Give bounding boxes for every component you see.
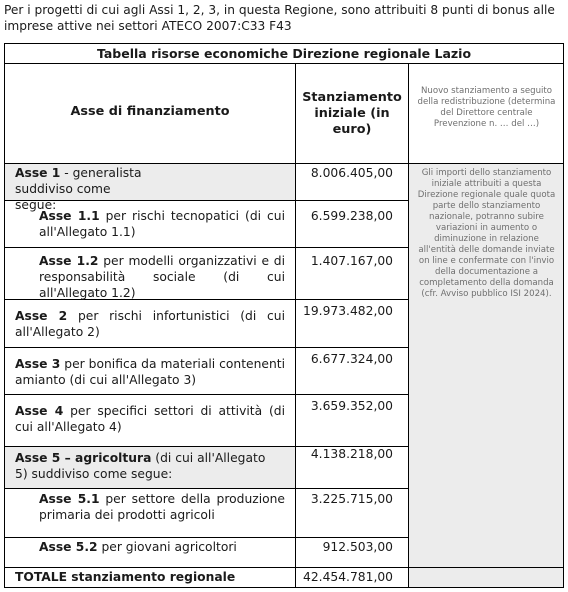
row-asse-1-2-amount: 1.407.167,00 bbox=[310, 254, 393, 268]
row-asse-5-1-label bbox=[39, 491, 285, 523]
row-label-text: per rischi tecnopatici (di cui all'Allegato 1.1) bbox=[39, 209, 285, 239]
row-label-bold: Asse 1.2 bbox=[39, 254, 99, 268]
header-nuovo-stanziamento: Nuovo stanziamento a seguito della redistribuzione (determina del Direttore centrale Prevenzione n. … del …) bbox=[417, 86, 556, 129]
row-divider bbox=[5, 247, 409, 248]
col-divider-1 bbox=[295, 63, 296, 587]
row-asse-2-label bbox=[15, 308, 285, 340]
row-divider bbox=[5, 394, 409, 395]
row-asse-4-amount: 3.659.352,00 bbox=[310, 399, 393, 413]
row-asse-1-2-label bbox=[39, 253, 285, 301]
row-divider bbox=[5, 488, 409, 489]
row-label-bold: Asse 2 bbox=[15, 309, 68, 323]
row-asse-5-2-label bbox=[39, 539, 285, 555]
row-asse-1-label bbox=[15, 165, 155, 213]
row-asse-4-label bbox=[15, 403, 285, 435]
row-asse-2-amount: 19.973.482,00 bbox=[303, 304, 393, 318]
row-label-bold: Asse 5.1 bbox=[39, 492, 100, 506]
row-divider bbox=[5, 537, 409, 538]
row-label-text: - generalista suddiviso come segue: bbox=[15, 166, 142, 212]
row-asse-1-amount: 8.006.405,00 bbox=[310, 166, 393, 180]
row-label-bold: Asse 4 bbox=[15, 404, 64, 418]
row-label-text: per specifici settori di attività (di cui all'Allegato 4) bbox=[15, 404, 285, 434]
row-label-text: (di cui all'Allegato 5) suddiviso come segue: bbox=[15, 451, 266, 481]
header-stanziamento: Stanziamento iniziale (in euro) bbox=[302, 90, 402, 137]
row-asse-5-2-amount: 912.503,00 bbox=[322, 540, 393, 554]
row-label-bold: Asse 5.2 bbox=[39, 540, 98, 554]
header-asse: Asse di finanziamento bbox=[70, 104, 230, 119]
intro-paragraph: Per i progetti di cui agli Assi 1, 2, 3, in questa Regione, sono attribuiti 8 punti di bonus alle imprese attive nei settori ATECO 2007:C33 F43 bbox=[4, 3, 555, 33]
total-amount: 42.454.781,00 bbox=[303, 570, 393, 584]
row-divider bbox=[5, 347, 409, 348]
side-note: Gli importi dello stanziamento iniziale attribuiti a questa Direzione regionale quale quota parte dello stanziamento nazionale, potranno subire variazioni in aumento o diminuzione in relazione all'entità delle domande inviate on line e confermate con l'invio della documentazione a completamento della domanda (cfr. Avviso pubblico ISI 2024). bbox=[417, 168, 556, 299]
row-asse-3-amount: 6.677.324,00 bbox=[310, 352, 393, 366]
row-divider bbox=[5, 163, 409, 164]
row-divider bbox=[5, 567, 563, 568]
resources-table bbox=[4, 43, 564, 588]
row-label-bold: Asse 1.1 bbox=[39, 209, 100, 223]
row-asse-5-amount: 4.138.218,00 bbox=[310, 447, 393, 461]
row-asse-3-label bbox=[15, 356, 285, 388]
row-label-text: per modelli organizzativi e di responsabilità sociale (di cui all'Allegato 1.2) bbox=[39, 254, 286, 300]
total-label: TOTALE stanziamento regionale bbox=[15, 570, 236, 584]
row-label-text: per bonifica da materiali contenenti amianto (di cui all'Allegato 3) bbox=[15, 357, 285, 387]
row-label-text: per rischi infortunistici (di cui all'Allegato 2) bbox=[15, 309, 285, 339]
row-label-bold: Asse 5 – agricoltura bbox=[15, 451, 152, 465]
row-divider bbox=[409, 163, 563, 164]
row-asse-1-1-amount: 6.599.238,00 bbox=[310, 209, 393, 223]
row-label-bold: Asse 3 bbox=[15, 357, 61, 371]
row-label-text: per settore della produzione primaria dei prodotti agricoli bbox=[39, 492, 285, 522]
row-asse-5-1-amount: 3.225.715,00 bbox=[310, 492, 393, 506]
col-divider-2 bbox=[408, 63, 409, 587]
row-label-bold: Asse 1 bbox=[15, 166, 61, 180]
row-asse-5-label bbox=[15, 450, 277, 482]
row-asse-1-1-label bbox=[39, 208, 285, 240]
table-title: Tabella risorse economiche Direzione regionale Lazio bbox=[5, 44, 563, 64]
row-label-text: per giovani agricoltori bbox=[97, 540, 237, 554]
